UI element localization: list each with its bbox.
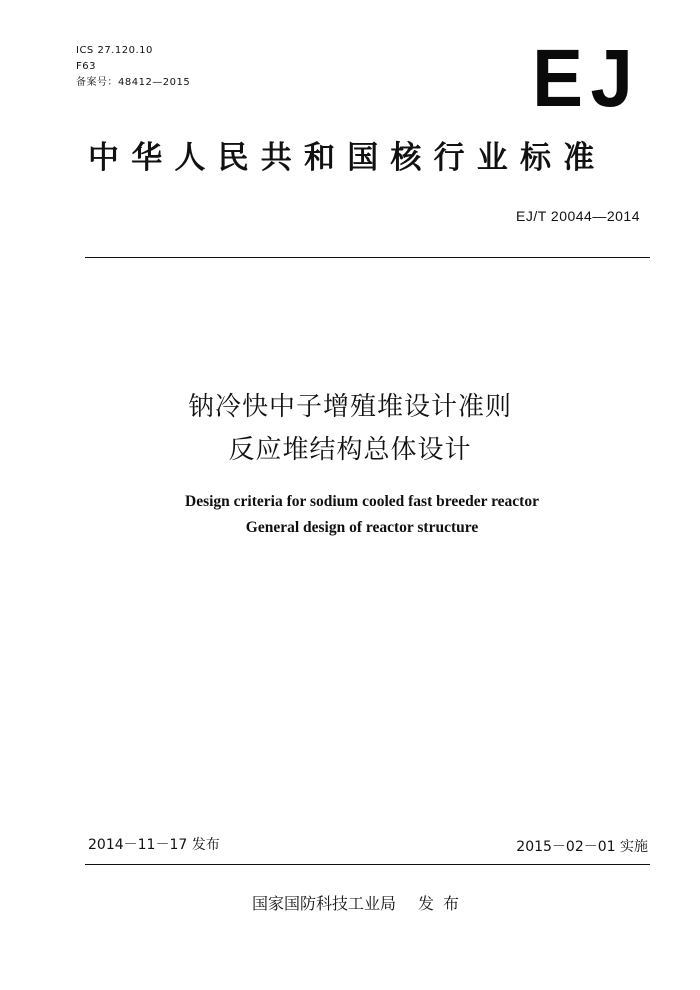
ccs-code: F63 <box>76 61 96 72</box>
top-divider <box>85 257 650 258</box>
org-title: 中华人民共和国核行业标准 <box>88 140 607 176</box>
issue-date: 2014－11－17 发布 <box>88 837 220 853</box>
en-title-line2: General design of reactor structure <box>245 519 479 536</box>
cn-title-line2: 反应堆结构总体设计 <box>228 435 472 465</box>
filing-number: 备案号：48412—2015 <box>76 77 191 88</box>
bottom-divider <box>85 864 650 865</box>
ics-code: ICS 27.120.10 <box>76 45 153 56</box>
publisher-name: 国家国防科技工业局 <box>251 894 396 913</box>
cn-title-line1: 钠冷快中子增殖堆设计准则 <box>187 392 512 422</box>
implementation-date: 2015－02－01 实施 <box>516 839 648 855</box>
ej-logo: EJ <box>531 33 640 124</box>
publish-action: 发布 <box>418 894 469 913</box>
en-title-line1: Design criteria for sodium cooled fast breeder reactor <box>185 493 539 510</box>
standard-number: EJ/T 20044—2014 <box>516 208 640 224</box>
publisher-line <box>0 893 700 915</box>
